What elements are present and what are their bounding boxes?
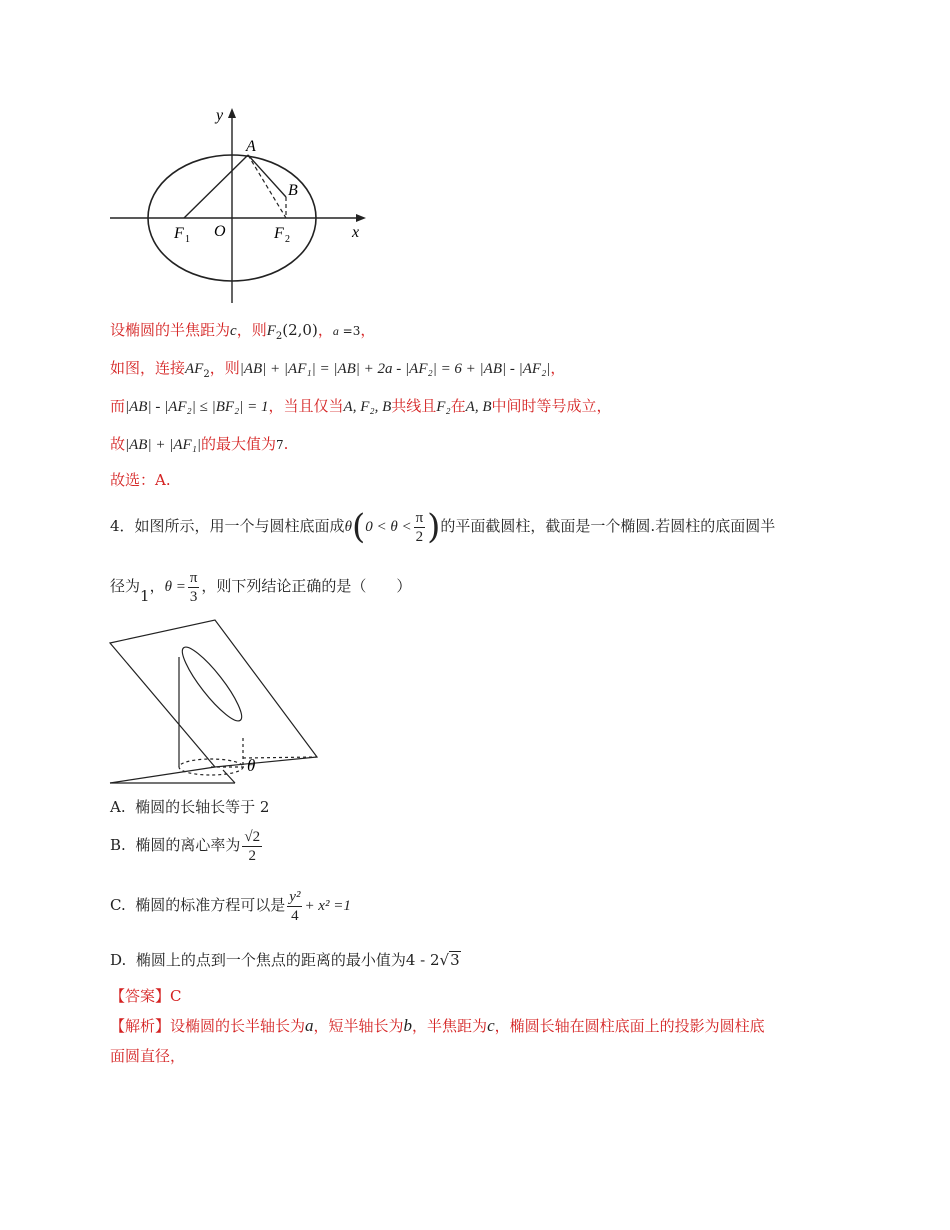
y-axis-label: y <box>216 107 224 124</box>
question-4-line-2: 径为1，θ = $\frac{\pi}{3}$ ，则下列结论正确的是（ ） <box>110 569 412 605</box>
solution-line-4: 故|AB| + |AF₁|的最大值为7. <box>110 435 289 453</box>
cylinder-figure <box>105 615 335 790</box>
question-number: 4． <box>110 517 135 535</box>
answer-value: C <box>170 987 182 1005</box>
option-a: A. 椭圆的长轴长等于 2 <box>110 798 270 816</box>
analysis-line-2: 面圆直径， <box>110 1047 186 1065</box>
option-d: D. 椭圆上的点到一个焦点的距离的最小值为4 - 2√3 <box>110 951 460 969</box>
x-axis-label: x <box>352 224 360 241</box>
point-a-label: A <box>246 138 256 155</box>
theta-angle-label: θ <box>247 756 256 775</box>
analysis-line-1: 【解析】设椭圆的长半轴长为a，短半轴长为b，半焦距为c，椭圆长轴在圆柱底面上的投影为圆柱底 <box>110 1016 765 1035</box>
option-b: B. 椭圆的离心率为 $\frac{√2}{2}$ <box>110 828 261 864</box>
answer-tag: 【答案】 <box>110 987 171 1005</box>
ellipse-figure <box>100 100 380 310</box>
solution-line-3: 而|AB| - |AF₂| ≤ |BF₂| = 1，当且仅当A, F₂, B共线且F₂在A, B中间时等号成立， <box>110 397 612 415</box>
origin-label: O <box>214 223 226 240</box>
f1-subscript: 1 <box>185 234 190 245</box>
answer-line <box>110 986 182 1006</box>
question-4-line-1: 4．如图所示，用一个与圆柱底面成θ(0 < θ < $\frac{\pi}{2}$ )的平面截圆柱，截面是一个椭圆.若圆柱的底面圆半 <box>110 507 776 547</box>
analysis-tag: 【解析】 <box>110 1017 171 1035</box>
option-c: C. 椭圆的标准方程可以是 $\frac{\text{y²}}{4}$ + x² =1 <box>110 888 351 924</box>
solution-line-5: 故选：A. <box>110 471 171 489</box>
f2-subscript: 2 <box>285 234 290 245</box>
f1-label: F <box>174 225 184 242</box>
solution-line-1: 设椭圆的半焦距为c，则$F_2(2,0)$，a =3， <box>110 321 376 342</box>
solution-line-2: 如图，连接$AF_2$，则|AB| + |AF₁| = |AB| + 2a - |AF₂| = 6 + |AB| - |AF₂|， <box>110 359 566 380</box>
point-b-label: B <box>288 182 298 199</box>
f2-label: F <box>274 225 284 242</box>
